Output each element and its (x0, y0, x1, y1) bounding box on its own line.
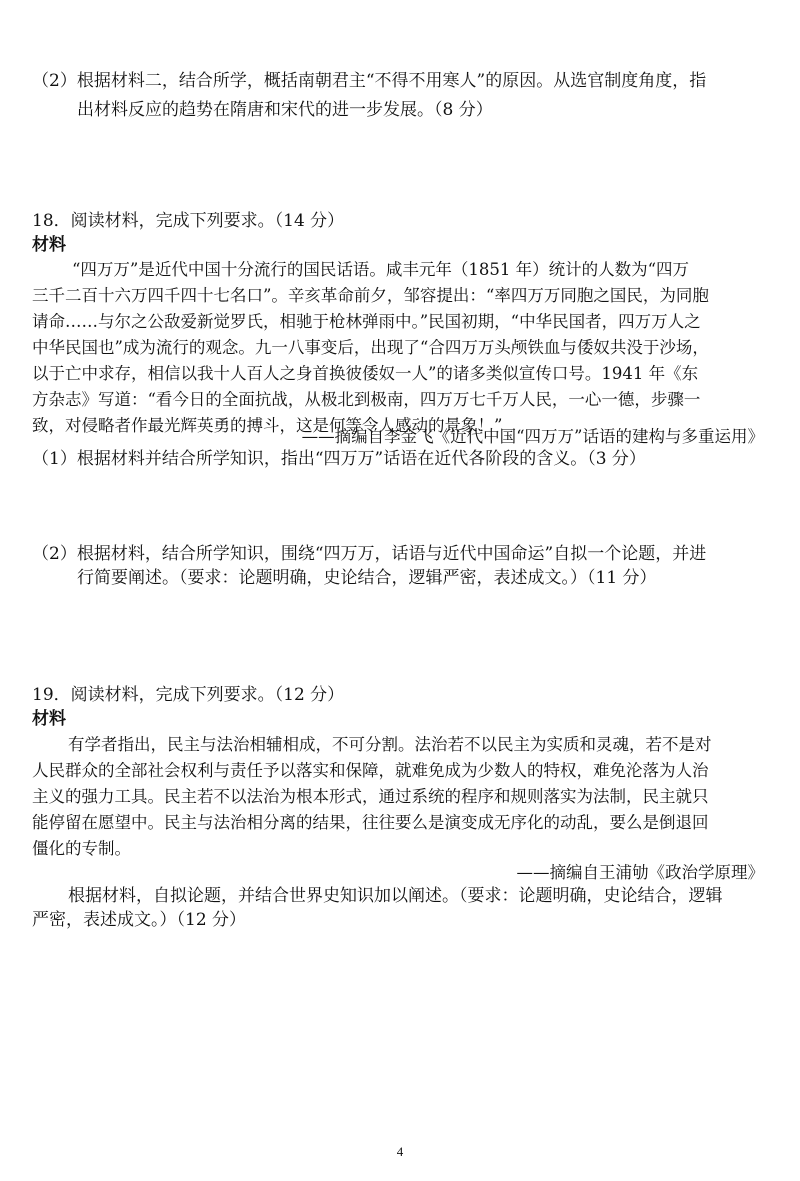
q19-material-line-4: 能停留在愿望中。民主与法治相分离的结果，往往要么是演变成无序化的动乱，要么是倒退回 (32, 813, 709, 832)
q18-material-label: 材料 (32, 235, 66, 255)
q17-part2-line2: 出材料反应的趋势在隋唐和宋代的进一步发展。（8 分） (77, 100, 493, 120)
q19-source: ——摘编自王浦劬《政治学原理》 (516, 863, 764, 882)
q19-material-line-5: 僵化的专制。 (32, 839, 131, 858)
q17-part2-line1: （2）根据材料二，结合所学，概括南朝君主“不得不用寒人”的原因。从选官制度角度，指 (32, 71, 707, 91)
q19-material-label: 材料 (32, 709, 66, 729)
q18-heading: 18．阅读材料，完成下列要求。（14 分） (32, 211, 345, 231)
q18-material-line-1: “四万万”是近代中国十分流行的国民话语。咸丰元年（1851 年）统计的人数为“四万 (72, 260, 690, 279)
q19-heading: 19．阅读材料，完成下列要求。（12 分） (32, 685, 345, 705)
q18-part2-line2: 行简要阐述。（要求：论题明确，史论结合，逻辑严密，表述成文。）（11 分） (77, 568, 657, 588)
q18-part1: （1）根据材料并结合所学知识，指出“四万万”话语在近代各阶段的含义。（3 分） (32, 449, 646, 469)
q18-material-line-6: 方杂志》写道：“看今日的全面抗战，从极北到极南，四万万七千万人民，一心一德，步骤一 (32, 390, 701, 409)
q19-task-line1: 根据材料，自拟论题，并结合世界史知识加以阐述。（要求：论题明确，史论结合，逻辑 (68, 886, 723, 906)
q18-material-line-4: 中华民国也”成为流行的观念。九一八事变后，出现了“合四万万头颅铁血与倭奴共没于沙场， (32, 338, 709, 357)
q18-source: ——摘编自李金飞《近代中国“四万万”话语的建构与多重运用》 (301, 427, 764, 446)
q18-material-line-2: 三千二百十六万四千四十七名口”。辛亥革命前夕，邹容提出：“率四万万同胞之国民，为同胞 (32, 286, 709, 305)
q18-part2-line1: （2）根据材料，结合所学知识，围绕“四万万，话语与近代中国命运”自拟一个论题，并进 (32, 544, 707, 564)
q19-material-line-3: 主义的强力工具。民主若不以法治为根本形式，通过系统的程序和规则落实为法制，民主就只 (32, 787, 709, 806)
q18-material-line-5: 以于亡中求存，相信以我十人百人之身首换彼倭奴一人”的诸多类似宣传口号。1941 年《东 (32, 364, 699, 383)
q19-task-line2: 严密，表述成文。）（12 分） (32, 910, 247, 930)
q18-material-line-7: 致，对侵略者作最光辉英勇的搏斗，这是何等令人感动的景象！” (32, 416, 503, 435)
page-number: 4 (396, 1144, 404, 1159)
q19-material-line-2: 人民群众的全部社会权利与责任予以落实和保障，就难免成为少数人的特权，难免沦落为人治 (32, 761, 709, 780)
q19-material-line-1: 有学者指出，民主与法治相辅相成，不可分割。法治若不以民主为实质和灵魂，若不是对 (68, 735, 712, 754)
q18-material-line-3: 请命……与尔之公敌爱新觉罗氏，相驰于枪林弹雨中。”民国初期，“中华民国者，四万万人之 (32, 312, 701, 331)
